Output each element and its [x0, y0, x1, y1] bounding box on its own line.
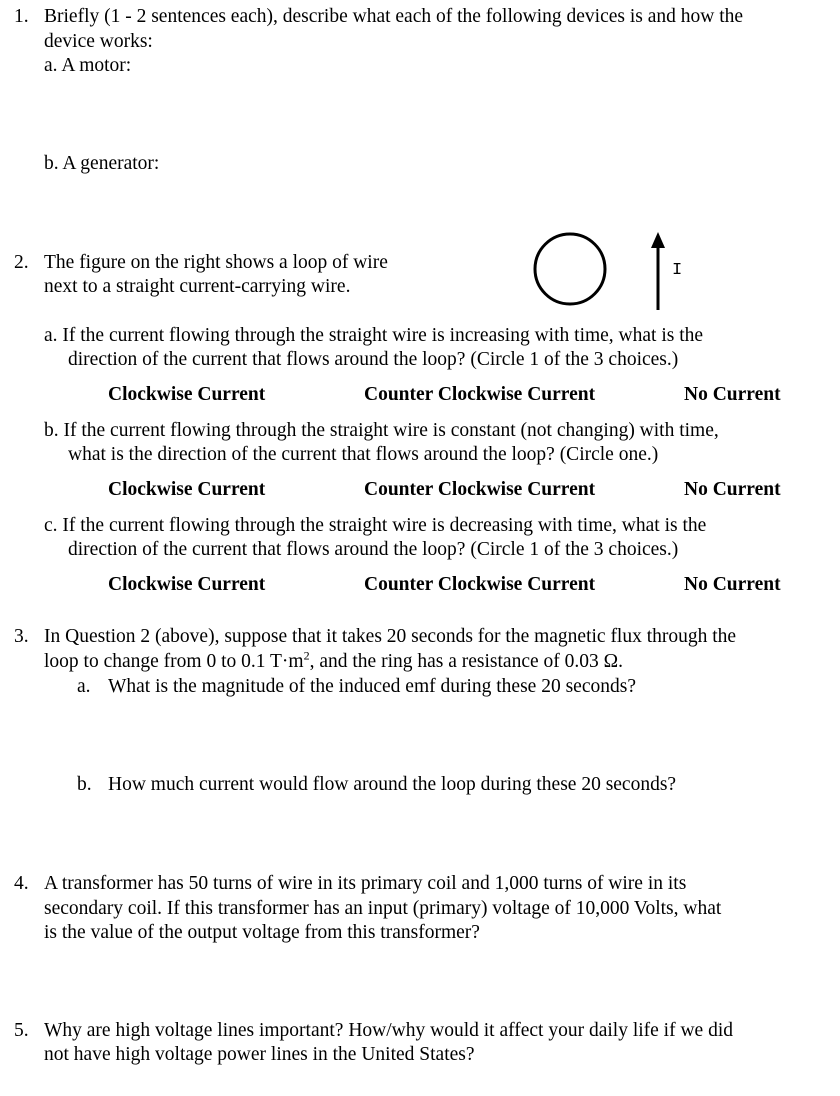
q3-line2-post: , and the ring has a resistance of 0.03 Ω. [309, 651, 623, 672]
q2c-choice-counter-clockwise[interactable]: Counter Clockwise Current [364, 574, 596, 595]
current-arrow-icon [651, 232, 665, 248]
q3-part-b-text: How much current would flow around the loop during these 20 seconds? [108, 774, 677, 795]
q1-number: 1. [14, 6, 29, 27]
q2-text-line1: The figure on the right shows a loop of wire [44, 252, 388, 273]
q2-part-a-line2: direction of the current that flows around the loop? (Circle 1 of the 3 choices.) [68, 349, 679, 370]
q2-part-a-line1: a. If the current flowing through the straight wire is increasing with time, what is the [44, 325, 704, 346]
q2b-choice-clockwise[interactable]: Clockwise Current [108, 479, 266, 500]
q3-part-b-label: b. [77, 774, 92, 795]
q4-number: 4. [14, 873, 29, 894]
q2b-choice-no-current[interactable]: No Current [684, 479, 781, 500]
q3-text-line1: In Question 2 (above), suppose that it takes 20 seconds for the magnetic flux through the [44, 626, 737, 647]
q3-line2-pre: loop to change from 0 to 0.1 T·m [44, 651, 304, 672]
q5-text-line2: not have high voltage power lines in the United States? [44, 1044, 475, 1065]
q1-part-b: b. A generator: [44, 153, 160, 174]
q3-text-line2 [44, 650, 623, 674]
q2a-choice-no-current[interactable]: No Current [684, 384, 781, 405]
q2a-choice-clockwise[interactable]: Clockwise Current [108, 384, 266, 405]
q5-number: 5. [14, 1020, 29, 1041]
q2b-choice-counter-clockwise[interactable]: Counter Clockwise Current [364, 479, 596, 500]
q1-part-a: a. A motor: [44, 55, 132, 76]
q3-line2-superscript: 2 [303, 648, 310, 663]
q1-text-line2: device works: [44, 31, 153, 52]
q2-part-c-line2: direction of the current that flows around the loop? (Circle 1 of the 3 choices.) [68, 539, 679, 560]
q5-text-line1: Why are high voltage lines important? How/why would it affect your daily life if we did [44, 1020, 734, 1041]
q2-number: 2. [14, 252, 29, 273]
loop-and-wire-figure [528, 228, 698, 316]
q3-number: 3. [14, 626, 29, 647]
current-label: I [672, 261, 683, 280]
q2-part-b-line1: b. If the current flowing through the straight wire is constant (not changing) with time, [44, 420, 719, 441]
loop-wire-diagram [528, 228, 698, 316]
wire-loop [535, 234, 605, 304]
q2-part-b-line2: what is the direction of the current that flows around the loop? (Circle one.) [68, 444, 659, 465]
q2c-choice-no-current[interactable]: No Current [684, 574, 781, 595]
q4-text-line3: is the value of the output voltage from this transformer? [44, 922, 480, 943]
q2c-choice-clockwise[interactable]: Clockwise Current [108, 574, 266, 595]
q4-text-line2: secondary coil. If this transformer has an input (primary) voltage of 10,000 Volts, what [44, 898, 722, 919]
q1-text-line1: Briefly (1 - 2 sentences each), describe what each of the following devices is and how the [44, 6, 744, 27]
q2a-choice-counter-clockwise[interactable]: Counter Clockwise Current [364, 384, 596, 405]
q3-part-a-label: a. [77, 676, 91, 697]
q3-part-a-text: What is the magnitude of the induced emf during these 20 seconds? [108, 676, 636, 697]
q4-text-line1: A transformer has 50 turns of wire in its primary coil and 1,000 turns of wire in its [44, 873, 687, 894]
q2-text-line2: next to a straight current-carrying wire. [44, 276, 351, 297]
q2-part-c-line1: c. If the current flowing through the straight wire is decreasing with time, what is the [44, 515, 707, 536]
